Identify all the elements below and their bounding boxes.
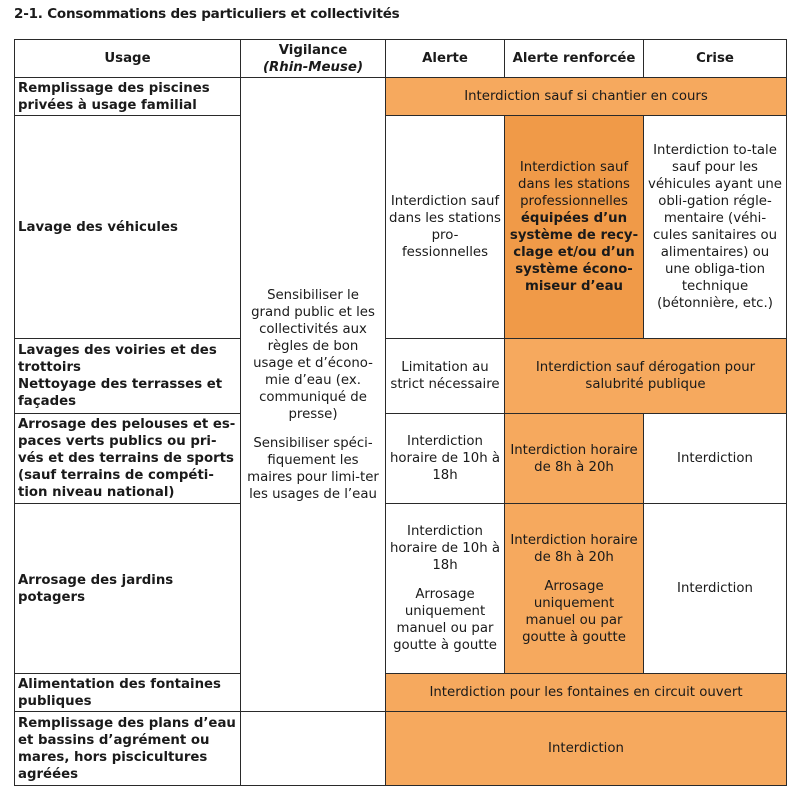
vigilance-text-1: Sensibiliser le grand public et les collectivités aux règles de bon usage et d’écono-mie d’eau (ex. communiqué de presse)	[251, 287, 375, 422]
renforcee-text-bold: équipées d’un système de recy-clage et/ou d’un système écono-miseur d’eau	[509, 211, 639, 294]
header-crise: Crise	[644, 40, 787, 78]
vigilance-text-2: Sensibiliser spéci-fiquement les maires pour limi-ter les usages de l’eau	[247, 435, 379, 502]
measure-alerte-renforcee	[505, 504, 644, 674]
usage-line-1: Lavages des voiries et des trottoirs	[18, 343, 217, 375]
measure-alerte: Interdiction horaire de 10h à 18h	[386, 414, 505, 504]
measure-merged: Interdiction sauf si chantier en cours	[386, 78, 787, 116]
table-row	[15, 712, 787, 786]
vigilance-cell	[241, 78, 386, 712]
alerte-text-1: Interdiction horaire de 10h à 18h	[389, 524, 501, 573]
usage-cell: Remplissage des piscines privées à usage familial	[15, 78, 241, 116]
measure-crise: Interdiction to-tale sauf pour les véhicules ayant une obli-gation régle-mentaire (véhi-cules sanitaires ou alimentaires) ou une obliga-tion technique (bétonnière, etc.)	[644, 116, 787, 339]
measure-alerte	[386, 504, 505, 674]
table-row	[15, 674, 787, 712]
header-vigilance	[241, 40, 386, 78]
table-row	[15, 339, 787, 414]
renforcee-text-1: Interdiction horaire de 8h à 20h	[510, 532, 638, 565]
header-alerte: Alerte	[386, 40, 505, 78]
measure-alerte: Limitation au strict nécessaire	[386, 339, 505, 414]
alerte-text-2: Arrosage uniquement manuel ou par goutte à goutte	[393, 587, 497, 653]
usage-cell: Arrosage des jardins potagers	[15, 504, 241, 674]
usage-line-2: Nettoyage des terrasses et façades	[18, 377, 223, 409]
measure-alerte: Interdiction sauf dans les stations pro-fessionnelles	[386, 116, 505, 339]
table-row	[15, 116, 787, 339]
header-vigilance-label: Vigilance	[278, 42, 348, 58]
usage-cell: Alimentation des fontaines publiques	[15, 674, 241, 712]
usage-cell: Arrosage des pelouses et es-paces verts publics ou pri-vés et des terrains de sports (sauf terrains de compéti-tion niveau national)	[15, 414, 241, 504]
measure-merged: Interdiction	[386, 712, 787, 786]
header-vigilance-sub: (Rhin-Meuse)	[262, 59, 364, 75]
measure-merged: Interdiction pour les fontaines en circuit ouvert	[386, 674, 787, 712]
measure-crise: Interdiction	[644, 504, 787, 674]
measure-crise: Interdiction	[644, 414, 787, 504]
usage-cell	[15, 339, 241, 414]
table-row	[15, 414, 787, 504]
measure-alerte-renforcee	[505, 116, 644, 339]
renforcee-text-plain: Interdiction sauf dans les stations professionnelles	[518, 160, 630, 209]
usage-cell: Lavage des véhicules	[15, 116, 241, 339]
measure-merged: Interdiction sauf dérogation pour salubrité publique	[505, 339, 787, 414]
header-row	[15, 40, 787, 78]
table-row	[15, 78, 787, 116]
renforcee-text-2: Arrosage uniquement manuel ou par goutte à goutte	[522, 578, 626, 645]
header-usage: Usage	[15, 40, 241, 78]
table-row	[15, 504, 787, 674]
usage-cell: Remplissage des plans d’eau et bassins d’agrément ou mares, hors piscicultures agréées	[15, 712, 241, 786]
measure-alerte-renforcee: Interdiction horaire de 8h à 20h	[505, 414, 644, 504]
header-alerte-renforcee: Alerte renforcée	[505, 40, 644, 78]
restrictions-table	[14, 39, 787, 786]
vigilance-empty-cell	[241, 712, 386, 786]
section-title: 2-1. Consommations des particuliers et collectivités	[14, 6, 400, 22]
